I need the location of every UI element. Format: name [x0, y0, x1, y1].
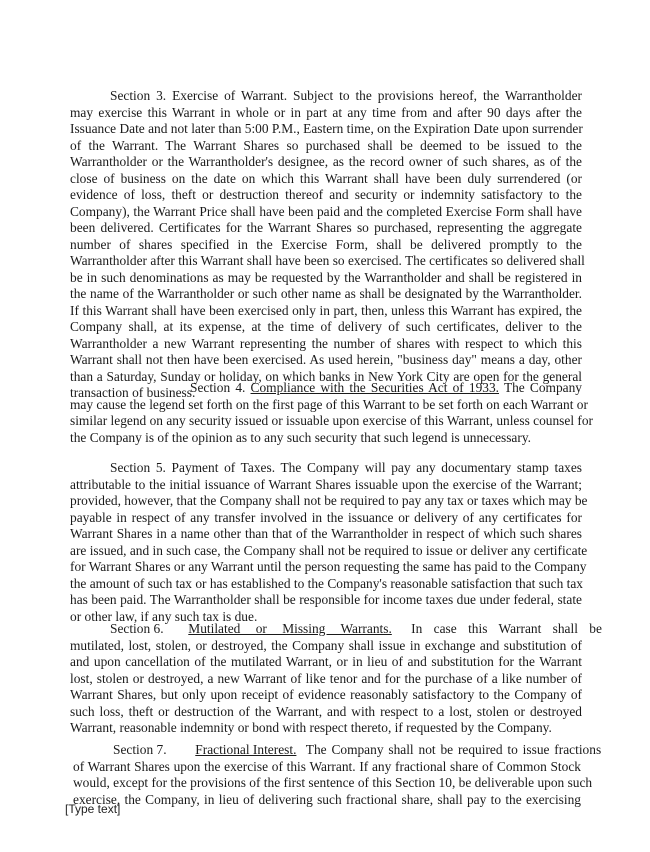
section-7-line-3: would, except for the provisions of the first sentence of this Section 10, be deliverable upon such [73, 775, 593, 790]
section-3-line-1: Section 3. Exercise of Warrant. Subject to the provisions hereof, the Warrantholder [110, 88, 582, 103]
section-7-line-2: of Warrant Shares upon the exercise of this Warrant. If any fractional share of Common Stock [73, 758, 581, 774]
section-3-line-9: been delivered. Certificates for the Warrant Shares so purchased, representing the aggregate [70, 220, 582, 235]
section-3-line-11: Warrantholder after this Warrant shall have been so exercised. The certificates so delivered shall [70, 253, 585, 268]
section-4-label: Section 4. [190, 380, 246, 395]
section-6-line-3: and upon cancellation of the mutilated Warrant, or in lieu of and substitution for the Warrant [70, 654, 582, 669]
section-3-line-2: may exercise this Warrant in whole or in part at any time from and after 90 days after the [70, 104, 582, 120]
section-5-line-7: for Warrant Shares or any Warrant until the person requesting the same has paid to the Company [70, 559, 587, 574]
footer-placeholder-text: [Type text] [65, 802, 121, 816]
section-3-line-7: evidence of loss, theft or destruction thereof and security or indemnity satisfactory to the [70, 187, 582, 202]
section-5-line-4: payable in respect of any transfer involved in the issuance or delivery of any certificates for [70, 509, 582, 525]
section-6-line-5: Warrant Shares, but only upon receipt of evidence reasonably satisfactory to the Company of [70, 687, 582, 702]
section-3-line-4: of the Warrant. The Warrant Shares so purchased shall be deemed to be issued to the [70, 137, 582, 153]
section-3-line-17: Warrant shall not then have been exercised. As used herein, "business day" means a day, other [70, 352, 582, 367]
section-3-line-14: If this Warrant shall have been exercised only in part, then, unless this Warrant has expired, the [70, 302, 582, 318]
section-5-line-3: provided, however, that the Company shall not be required to pay any tax or taxes which may be [70, 493, 588, 508]
section-6-label: Section 6. [110, 621, 164, 636]
section-5-line-8: the amount of such tax or has established to the Company's reasonable satisfaction that such tax [70, 575, 583, 591]
section-3-line-3: Issuance Date and not later than 5:00 P.M., Eastern time, on the Expiration Date upon surrender [70, 121, 583, 136]
section-3-line-10: number of shares specified in the Exercise Form, shall be delivered promptly to the [70, 236, 582, 252]
section-7-title: Fractional Interest. [195, 742, 297, 757]
section-4-line-3: similar legend on any security issued or issuable upon exercise of this Warrant, unless counsel for [70, 413, 594, 428]
section-3-line-15: Company shall, at its expense, at the time of delivery of such certificates, deliver to the [70, 319, 582, 334]
section-4-line-1 [190, 380, 582, 396]
section-4-line-4: the Company is of the opinion as to any such security that such legend is unnecessary. [70, 429, 532, 445]
section-4-line-2: may cause the legend set forth on the first page of this Warrant to be set forth on each Warrant or [70, 396, 588, 412]
section-7-line-4: exercise, the Company, in lieu of delivering such fractional share, shall pay to the exercising [73, 791, 581, 807]
section-4-title: Compliance with the Securities Act of 1933. [250, 380, 500, 395]
section-3-line-8: Company), the Warrant Price shall have been paid and the completed Exercise Form shall have [70, 203, 582, 219]
section-5-line-1: Section 5. Payment of Taxes. The Company will pay any documentary stamp taxes [110, 460, 582, 475]
section-6-line-2: mutilated, lost, stolen, or destroyed, the Company shall issue in exchange and substitution of [70, 637, 582, 653]
section-3-line-13: the name of the Warrantholder or such other name as shall be designated by the Warrantholder. [70, 286, 582, 301]
section-4-first-text: The Company [503, 380, 582, 395]
section-3-line-16: Warrantholder a new Warrant representing the number of shares with respect to which this [70, 335, 582, 351]
section-5-line-9: has been paid. The Warrantholder shall be responsible for income taxes due under federal, state [70, 592, 582, 607]
section-6-line-6: such loss, theft or destruction of the Warrant, and with respect to a lost, stolen or destroyed [70, 703, 582, 719]
section-6-line-4: lost, stolen or destroyed, a new Warrant of like tenor and for the purchase of a like number of [70, 670, 582, 686]
section-6-title: Mutilated or Missing Warrants. [188, 621, 392, 636]
section-3-line-12: be in such denominations as may be requested by the Warrantholder and shall be registered in [70, 269, 582, 285]
section-5-line-6: are issued, and in such case, the Company shall not be required to issue or deliver any certificate [70, 542, 588, 558]
section-5-line-5: Warrant Shares in a name other than that of the Warrantholder in respect of which such shares [70, 526, 582, 541]
section-3-line-5: Warrantholder or the Warrantholder's designee, as the record owner of such shares, as of the [70, 154, 582, 169]
section-7-first-text: The Company shall not be required to issue fractions [305, 742, 602, 757]
section-5-line-2: attributable to the initial issuance of Warrant Shares issuable upon the exercise of the Warrant; [70, 476, 582, 492]
section-6-first-text: In case this Warrant shall be [411, 621, 602, 636]
section-7-line-1 [113, 742, 602, 758]
section-3-line-18: than a Saturday, Sunday or holiday, on which banks in New York City are open for the general [70, 368, 582, 384]
section-6-line-7: Warrant, reasonable indemnity or bond with respect thereto, if requested by the Company. [70, 720, 552, 735]
section-3-line-6: close of business on the date on which this Warrant shall have been duly surrendered (or [70, 170, 582, 186]
section-3-line-19: transaction of business. [70, 385, 196, 400]
section-6-line-1 [110, 621, 602, 637]
section-7-label: Section 7. [113, 742, 167, 757]
section-5-line-10: or other law, if any such tax is due. [70, 608, 258, 624]
